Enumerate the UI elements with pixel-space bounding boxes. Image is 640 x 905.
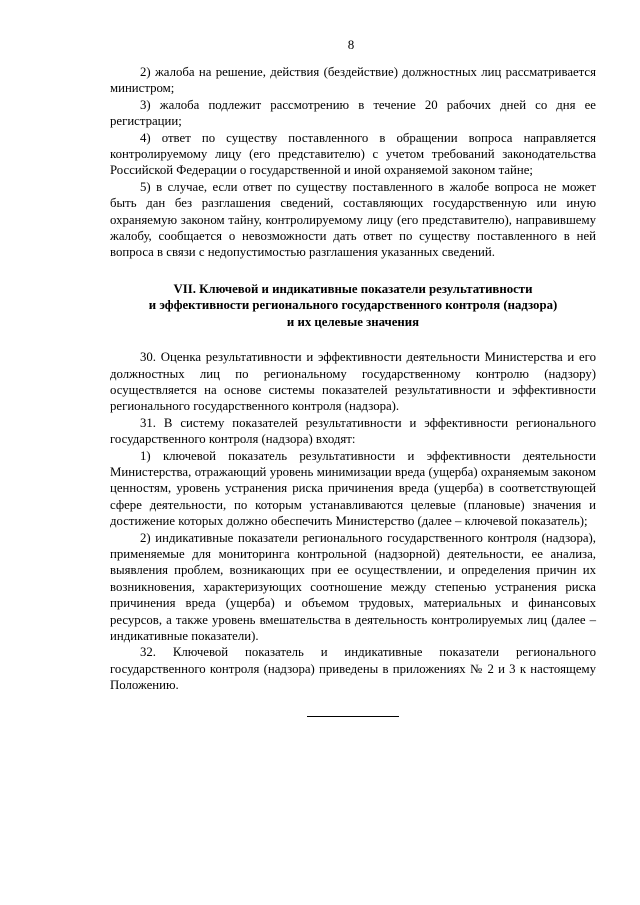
paragraph-30: 30. Оценка результативности и эффективности деятельности Министерства и его должностных лиц по региональному государственному контролю (надзору) осуществляется на основе системы показателей результативности и эффективности регионального государственного контроля (надзора). xyxy=(110,350,596,414)
section-heading-line-3: и их целевые значения xyxy=(286,314,420,329)
paragraph-answer-sent: 4) ответ по существу поставленного в обращении вопроса направляется контролируемому лицу (его представителю) с учетом требований законодательства Российской Федерации о государственной и иной охраняемой законом тайне; xyxy=(110,130,596,178)
paragraph-31: 31. В систему показателей результативности и эффективности регионального государственного контроля (надзора) входят: xyxy=(110,415,596,447)
end-separator-line xyxy=(307,716,399,717)
section-heading-line-2: и эффективности регионального государственного контроля (надзора) xyxy=(148,298,558,313)
paragraph-secret-info: 5) в случае, если ответ по существу поставленного в жалобе вопроса не может быть дан без разглашения сведений, составляющих государственную или иную охраняемую законом тайну, контролируемому лицу (его представителю), направившему жалобу, сообщается о невозможности дать ответ по существу поставленного в ней вопроса в связи с недопустимостью разглашения указанных сведений. xyxy=(110,179,596,260)
paragraph-31-item-1: 1) ключевой показатель результативности и эффективности деятельности Министерства, отражающий уровень минимизации вреда (ущерба) охраняемым законом ценностям, уровень устранения риска причинения вреда (ущерба) в соответствующей сфере деятельности, по которым устанавливаются целевые (плановые) значения и достижение которых должно обеспечить Министерство (далее – ключевой показатель); xyxy=(110,448,596,529)
paragraph-complaint-minister: 2) жалоба на решение, действия (бездействие) должностных лиц рассматривается министром; xyxy=(110,65,596,96)
section-heading xyxy=(110,281,596,330)
page-number: 8 xyxy=(347,37,355,52)
section-heading-line-1: VII. Ключевой и индикативные показатели результативности xyxy=(173,281,533,296)
paragraph-32: 32. Ключевой показатель и индикативные показатели регионального государственного контроля (надзора) приведены в приложениях № 2 и 3 к настоящему Положению. xyxy=(110,645,596,693)
paragraph-31-item-2: 2) индикативные показатели регионального государственного контроля (надзора), применяемые для мониторинга контрольной (надзорной) деятельности, ее анализа, выявления проблем, возникающих при ее осуществлении, и определения причин их возникновения, характеризующих соотношение между степенью устранения риска причинения вреда (ущерба) и объемом трудовых, материальных и финансовых ресурсов, а также уровень вмешательства в деятельность контролируемых лиц (далее – индикативные показатели). xyxy=(110,530,596,643)
paragraph-complaint-deadline: 3) жалоба подлежит рассмотрению в течение 20 рабочих дней со дня ее регистрации; xyxy=(110,97,596,129)
